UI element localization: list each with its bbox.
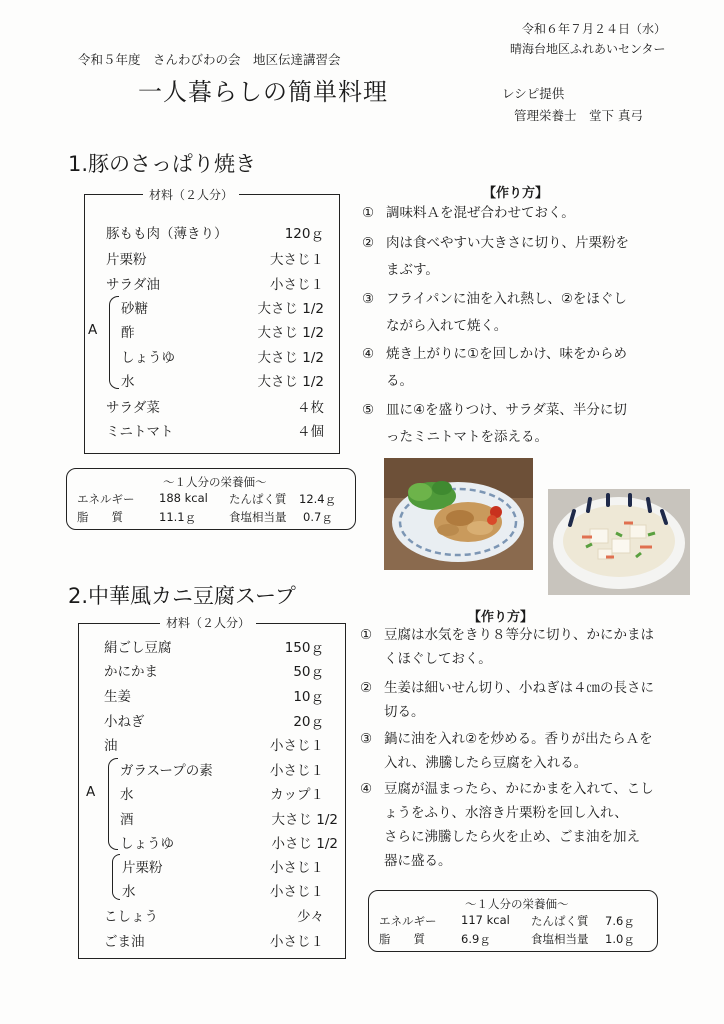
step-number: ③ bbox=[362, 291, 375, 307]
fat-label: 脂 質 bbox=[77, 510, 123, 524]
ingredient-amount: 10ｇ bbox=[293, 689, 324, 705]
ingredient-amount: 小さじ１ bbox=[270, 738, 324, 754]
step-text: 器に盛る。 bbox=[384, 853, 452, 869]
ingredient-amount: 150ｇ bbox=[284, 640, 324, 656]
step bbox=[360, 726, 710, 782]
step-text: ったミニトマトを添える。 bbox=[386, 429, 548, 445]
ingredient-amount: 大さじ 1/2 bbox=[257, 350, 324, 366]
ingredient-amount: 120ｇ bbox=[284, 226, 324, 242]
step-number: ② bbox=[360, 680, 373, 696]
recipe1-nutrition-box bbox=[66, 468, 356, 530]
ingredient-amount: 大さじ１ bbox=[270, 252, 324, 268]
step-text: 生姜は細いせん切り、小ねぎは４㎝の長さに bbox=[384, 680, 654, 696]
ingredient-amount: カップ１ bbox=[270, 787, 324, 803]
step-number: ① bbox=[360, 627, 373, 643]
energy-label: エネルギー bbox=[379, 914, 437, 928]
recipe-author: 管理栄養士 堂下 真弓 bbox=[514, 108, 643, 123]
ingredient-name: 酢 bbox=[121, 325, 135, 341]
ingredient-name: 水 bbox=[121, 374, 135, 390]
recipe1-method-label: 【作り方】 bbox=[483, 186, 549, 201]
step-text: 皿に④を盛りつけ、サラダ菜、半分に切 bbox=[386, 402, 627, 418]
recipe2-method-label: 【作り方】 bbox=[468, 610, 534, 625]
ingredient-amount: 小さじ１ bbox=[270, 884, 324, 900]
ingredient-name: サラダ油 bbox=[106, 277, 160, 293]
page-title: 一人暮らしの簡単料理 bbox=[138, 78, 388, 106]
step bbox=[360, 776, 710, 876]
fat-label: 脂 質 bbox=[379, 932, 425, 946]
tofu-soup-photo bbox=[548, 489, 690, 595]
step-text: 焼き上がりに①を回しかけ、味をからめ bbox=[386, 346, 628, 362]
recipe2-nutrition-box bbox=[368, 890, 658, 952]
step-number: ⑤ bbox=[362, 402, 375, 418]
ingredient-name: サラダ菜 bbox=[106, 400, 160, 416]
step-text: くほぐしておく。 bbox=[384, 651, 492, 667]
ingredient-name: しょうゆ bbox=[120, 836, 174, 852]
step bbox=[362, 397, 707, 453]
ingredient-name: 生姜 bbox=[104, 689, 131, 705]
ingredient-name: 水 bbox=[120, 787, 134, 803]
ingredient-amount: 小さじ１ bbox=[270, 277, 324, 293]
step bbox=[362, 286, 707, 342]
step-text: さらに沸騰したら火を止め、ごま油を加え bbox=[384, 829, 640, 845]
protein-label: たんぱく質 bbox=[229, 492, 287, 506]
recipe1-ingredients-label: 材料（２人分） bbox=[143, 186, 239, 203]
ingredient-amount: ４枚 bbox=[297, 400, 324, 416]
fat-value: 11.1ｇ bbox=[159, 510, 197, 524]
step-text: 豆腐は水気をきり８等分に切り、かにかまは bbox=[384, 627, 654, 643]
step-text: る。 bbox=[386, 373, 413, 389]
protein-value: 7.6ｇ bbox=[605, 914, 635, 928]
ingredient-name: しょうゆ bbox=[121, 350, 175, 366]
ingredient-amount: 少々 bbox=[297, 909, 324, 925]
header-date: 令和６年７月２４日（水） bbox=[522, 22, 667, 36]
step-number: ③ bbox=[360, 731, 373, 747]
recipe1-title: 1.豚のさっぱり焼き bbox=[68, 152, 257, 176]
ingredient-name: こしょう bbox=[104, 909, 158, 925]
step-number: ① bbox=[362, 205, 375, 221]
fat-value: 6.9ｇ bbox=[461, 932, 491, 946]
recipe2-title: 2.中華風カニ豆腐スープ bbox=[68, 584, 296, 608]
recipe-credit-label: レシピ提供 bbox=[502, 86, 565, 101]
step-text: 調味料Ａを混ぜ合わせておく。 bbox=[386, 205, 575, 221]
group-brace bbox=[112, 854, 120, 900]
ingredient-name: 水 bbox=[122, 884, 136, 900]
recipe2-ingredients-label: 材料（２人分） bbox=[160, 614, 256, 631]
ingredient-amount: 大さじ 1/2 bbox=[257, 374, 324, 390]
salt-label: 食塩相当量 bbox=[531, 932, 589, 946]
ingredient-name: 片栗粉 bbox=[122, 860, 163, 876]
step-text: ながら入れて焼く。 bbox=[386, 318, 508, 334]
step bbox=[362, 341, 707, 397]
ingredient-amount: 20ｇ bbox=[293, 714, 324, 730]
pork-dish-photo bbox=[384, 458, 533, 570]
step-text: 肉は食べやすい大きさに切り、片栗粉を bbox=[386, 235, 629, 251]
ingredient-amount: 大さじ 1/2 bbox=[257, 325, 324, 341]
ingredient-name: 油 bbox=[104, 738, 118, 754]
step-number: ② bbox=[362, 235, 375, 251]
nutrition-title: ～１人分の栄養価～ bbox=[163, 475, 267, 489]
step bbox=[362, 200, 707, 228]
ingredient-name: 小ねぎ bbox=[104, 714, 145, 730]
salt-value: 0.7ｇ bbox=[303, 510, 333, 524]
energy-label: エネルギー bbox=[77, 492, 135, 506]
header-venue: 晴海台地区ふれあいセンター bbox=[510, 42, 666, 56]
ingredient-amount: 小さじ１ bbox=[270, 763, 324, 779]
step-text: 切る。 bbox=[384, 704, 425, 720]
ingredient-amount: ４個 bbox=[297, 424, 324, 440]
step bbox=[362, 230, 707, 286]
ingredient-name: ガラスープの素 bbox=[120, 763, 213, 779]
step-text: ょうをふり、水溶き片栗粉を回し入れ、 bbox=[384, 805, 628, 821]
group-brace bbox=[109, 296, 119, 389]
step bbox=[360, 675, 710, 731]
protein-label: たんぱく質 bbox=[531, 914, 589, 928]
ingredient-amount: 大さじ 1/2 bbox=[271, 812, 338, 828]
step-text: 入れ、沸騰したら豆腐を入れる。 bbox=[384, 755, 588, 771]
salt-label: 食塩相当量 bbox=[229, 510, 287, 524]
salt-value: 1.0ｇ bbox=[605, 932, 635, 946]
ingredient-name: 絹ごし豆腐 bbox=[104, 640, 172, 656]
ingredient-name: 酒 bbox=[120, 812, 134, 828]
energy-value: 188 kcal bbox=[159, 491, 208, 505]
ingredient-amount: 小さじ１ bbox=[270, 860, 324, 876]
ingredient-name: 砂糖 bbox=[121, 301, 148, 317]
group-label: A bbox=[88, 322, 98, 338]
group-brace bbox=[108, 758, 118, 850]
ingredient-amount: 小さじ１ bbox=[270, 934, 324, 950]
ingredient-name: ごま油 bbox=[104, 934, 145, 950]
step-number: ④ bbox=[362, 346, 375, 362]
ingredient-name: 豚もも肉（薄きり） bbox=[106, 226, 228, 242]
ingredient-name: かにかま bbox=[104, 664, 158, 680]
ingredient-amount: 大さじ 1/2 bbox=[257, 301, 324, 317]
step-text: まぶす。 bbox=[386, 262, 439, 278]
step-text: フライパンに油を入れ熱し、②をほぐし bbox=[386, 291, 627, 307]
group-label: A bbox=[86, 784, 96, 800]
ingredient-name: 片栗粉 bbox=[106, 252, 147, 268]
ingredient-name: ミニトマト bbox=[106, 424, 174, 440]
protein-value: 12.4ｇ bbox=[299, 492, 337, 506]
step-number: ④ bbox=[360, 781, 373, 797]
step-text: 鍋に油を入れ②を炒める。香りが出たらＡを bbox=[384, 731, 653, 747]
nutrition-title: ～１人分の栄養価～ bbox=[465, 897, 569, 911]
step bbox=[360, 622, 710, 678]
ingredient-amount: 50ｇ bbox=[293, 664, 324, 680]
step-text: 豆腐が温まったら、かにかまを入れて、こし bbox=[384, 781, 654, 797]
energy-value: 117 kcal bbox=[461, 913, 510, 927]
ingredient-amount: 小さじ 1/2 bbox=[271, 836, 338, 852]
event-name: 令和５年度 さんわびわの会 地区伝達講習会 bbox=[78, 52, 341, 67]
